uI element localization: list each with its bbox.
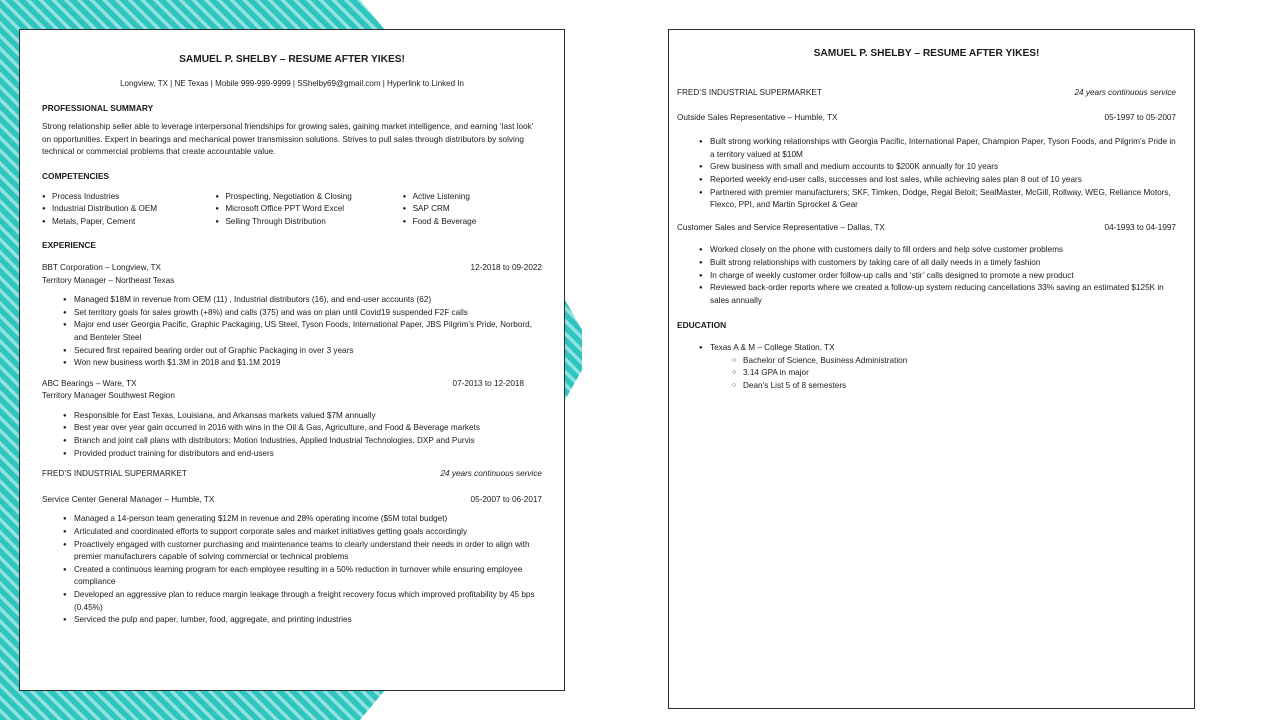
job-header (42, 494, 542, 507)
education-list (677, 342, 1176, 355)
competencies-heading: COMPETENCIES (42, 170, 110, 181)
job-bullets (677, 136, 1176, 212)
summary-text: Strong relationship seller able to leverage interpersonal friendships for growing sales, gaining market intelligence, and earning ‘last look’ on opportunities. Expert in bearings and mechanical power transmission solutions. Strives to pull sales through distributors by solving technical or commercial problems that create accountable value. (42, 122, 534, 157)
job-bullets (42, 410, 542, 460)
page-title: SAMUEL P. SHELBY – RESUME AFTER YIKES! (813, 48, 1040, 59)
job-header (42, 378, 542, 391)
education-details (677, 355, 1176, 393)
job-bullet: ● Provided product training for distributors and end-users (63, 448, 542, 461)
resume-page-2 (668, 29, 1195, 709)
job-company: FRED’S INDUSTRIAL SUPERMARKET (677, 88, 822, 97)
job-bullet: ● Managed $18M in revenue from OEM (11) , Industrial distributors (16), and end-user accounts (62) (63, 294, 542, 307)
education-heading: EDUCATION (677, 320, 727, 331)
job-title: Customer Sales and Service Representative – Dallas, TX (677, 222, 885, 232)
education-school: ● Texas A & M – College Station, TX (699, 342, 1176, 355)
job-bullet: ● Best year over year gain occurred in 2016 with wins in the Oil & Gas, Agriculture, and Food & Beverage markets (63, 422, 542, 435)
competency-item: ● Metals, Paper, Cement (42, 216, 215, 229)
job-bullet: ● Grew business with small and medium accounts to $200K annually for 10 years (699, 161, 1176, 174)
job-title: Service Center General Manager – Humble, TX (42, 494, 215, 504)
resume-page-1 (19, 29, 565, 691)
job-bullet: ● Major end user Georgia Pacific, Graphic Packaging, US Steel, Tyson Foods, International Paper, JBS Pilgrim’s Pride, Norbord, and Benteler Steel (63, 319, 542, 344)
job-header (677, 222, 1176, 235)
job-dates: 05-2007 to 06-2017 (470, 494, 542, 504)
job-header (677, 87, 1176, 100)
job-bullet: ● Built strong relationships with customers by taking care of all daily needs in a timely fashion (699, 257, 1176, 270)
job-bullet: ● Serviced the pulp and paper, lumber, food, aggregate, and printing industries (63, 614, 542, 627)
job-entry (42, 468, 542, 627)
page-title: SAMUEL P. SHELBY – RESUME AFTER YIKES! (179, 54, 405, 65)
job-bullet: ● Created a continuous learning program for each employee resulting in a 50% reduction in turnover while ensuring employee compliance (63, 564, 542, 589)
job-company: FRED’S INDUSTRIAL SUPERMARKET (42, 469, 187, 479)
job-entry (42, 262, 542, 370)
education-detail: ○ 3.14 GPA in major (732, 367, 1176, 380)
job-bullet: ● Worked closely on the phone with customers daily to fill orders and help solve customer problems (699, 244, 1176, 257)
competency-item: ● Microsoft Office PPT Word Excel (215, 203, 402, 216)
job-bullet: ● Won new business worth $1.3M in 2018 and $1.1M 2019 (63, 357, 542, 370)
job-bullets (677, 244, 1176, 307)
job-header (42, 468, 542, 481)
competency-item: ● SAP CRM (403, 203, 542, 216)
competencies-column (215, 191, 402, 229)
job-bullets (42, 294, 542, 370)
job-bullets (42, 513, 542, 626)
job-bullet: ● Responsible for East Texas, Louisiana, and Arkansas markets valued $7M annually (63, 410, 542, 423)
job-entry (42, 378, 542, 461)
competencies-column (403, 191, 542, 229)
job-bullet: ● In charge of weekly customer order follow-up calls and ‘stir’ calls designed to promote a new product (699, 270, 1176, 283)
education-detail: ○ Bachelor of Science, Business Administration (732, 355, 1176, 368)
job-dates: 07-2013 to 12-2018 (452, 378, 524, 388)
job-dates: 04-1993 to 04-1997 (1104, 222, 1176, 232)
job-title: Territory Manager Southwest Region (42, 391, 175, 401)
job-header (42, 262, 542, 275)
education-detail: ○ Dean’s List 5 of 8 semesters (732, 380, 1176, 393)
job-company: ABC Bearings – Ware, TX (42, 378, 137, 388)
job-company: BBT Corporation – Longview, TX (42, 262, 161, 272)
summary-heading: PROFESSIONAL SUMMARY (42, 102, 154, 113)
competency-item: ● Process Industries (42, 191, 215, 204)
job-bullet: ● Set territory goals for sales growth (+8%) and calls (375) and was on plan until Covid19 suspended F2F calls (63, 307, 542, 320)
teal-stripe-wedge (565, 300, 582, 400)
job-bullet: ● Partnered with premier manufacturers; SKF, Timken, Dodge, Regal Beloit; SealMaster, McGill, Rollway, WEG, Reliance Motors, Flexco, PPI, and Martin Sprocket & Gear (699, 187, 1176, 212)
competencies-grid (42, 191, 542, 229)
job-bullet: ● Managed a 14-person team generating $12M in revenue and 28% operating income ($5M total budget) (63, 513, 542, 526)
competency-item: ● Selling Through Distribution (215, 216, 402, 229)
job-tenure: 24 years continuous service (440, 469, 542, 479)
experience-heading: EXPERIENCE (42, 240, 96, 251)
job-bullet: ● Reviewed back-order reports where we created a follow-up system reducing cancellations 33% saving an estimated $125K in sales annually (699, 282, 1176, 307)
competency-item: ● Active Listening (403, 191, 542, 204)
competency-item: ● Prospecting, Negotiation & Closing (215, 191, 402, 204)
job-bullet: ● Articulated and coordinated efforts to support corporate sales and market initiatives getting goals accordingly (63, 526, 542, 539)
job-bullet: ● Developed an aggressive plan to reduce margin leakage through a freight recovery focus which improved profitability by 45 bps (0.45%) (63, 589, 542, 614)
competencies-column (42, 191, 215, 229)
job-bullet: ● Reported weekly end-user calls, successes and lost sales, while achieving sales plan 8 out of 10 years (699, 174, 1176, 187)
job-title: Outside Sales Representative – Humble, TX (677, 112, 838, 122)
job-tenure: 24 years continuous service (1074, 88, 1176, 97)
job-bullet: ● Secured first repaired bearing order out of Graphic Packaging in over 3 years (63, 345, 542, 358)
job-bullet: ● Proactively engaged with customer purchasing and maintenance teams to clearly understand their needs in order to align with premier manufacturers capable of solving commercial or technical problems (63, 539, 542, 564)
job-title: Territory Manager – Northeast Texas (42, 275, 175, 285)
job-header (677, 112, 1176, 125)
job-bullet: ● Branch and joint call plans with distributors; Motion Industries, Applied Industrial Technologies, DXP and Purvis (63, 435, 542, 448)
job-dates: 12-2018 to 09-2022 (470, 262, 542, 272)
contact-line: Longview, TX | NE Texas | Mobile 999-999-9999 | SShelby69@gmail.com | Hyperlink to Linked In (120, 79, 464, 88)
competency-item: ● Food & Beverage (403, 216, 542, 229)
job-bullet: ● Built strong working relationships with Georgia Pacific, International Paper, Champion Paper, Tyson Foods, and Pilgrim’s Pride in a territory valued at $10M (699, 136, 1176, 161)
job-dates: 05-1997 to 05-2007 (1104, 112, 1176, 122)
competency-item: ● Industrial Distribution & OEM (42, 203, 215, 216)
